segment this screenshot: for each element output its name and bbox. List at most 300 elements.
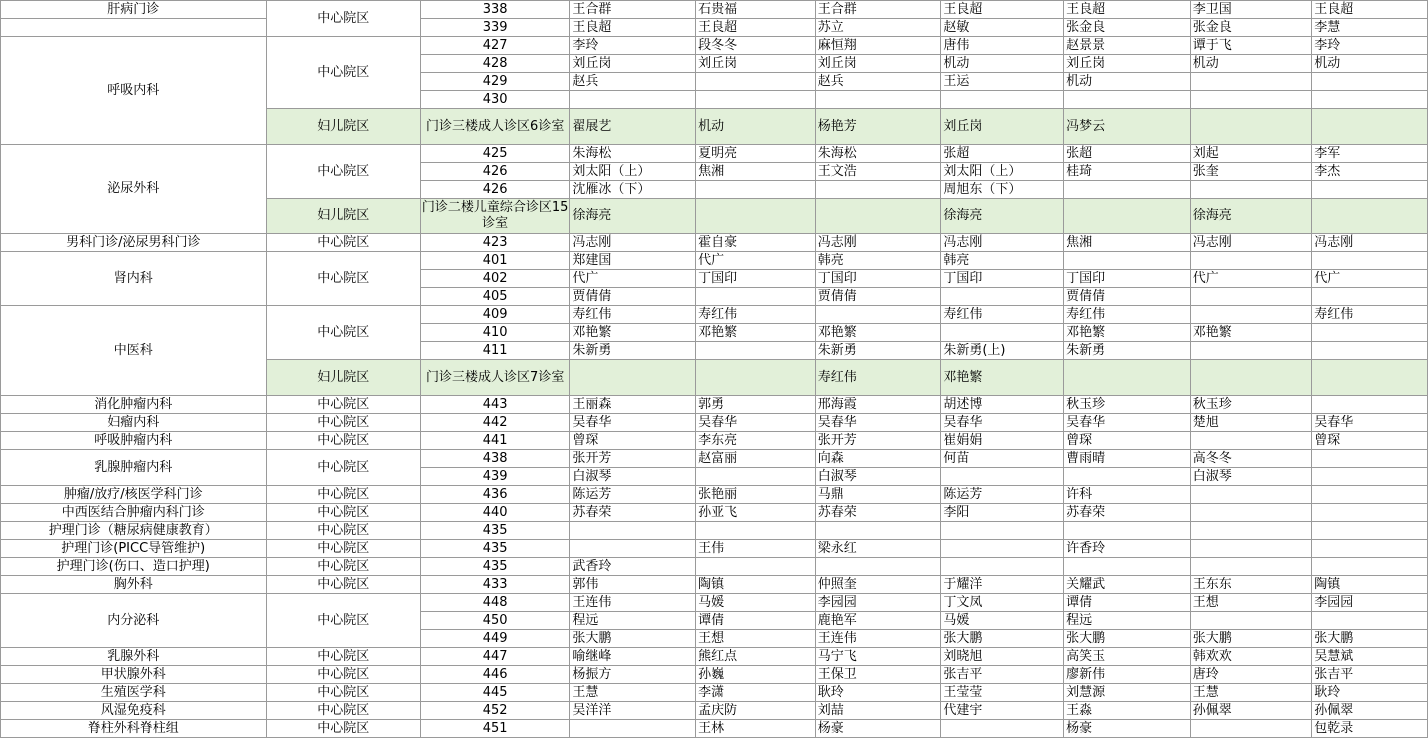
doctor-cell[interactable]: 王良超	[696, 19, 816, 37]
doctor-cell[interactable]: 丁文凤	[941, 594, 1064, 612]
doctor-cell[interactable]: 张金良	[1190, 19, 1312, 37]
doctor-cell[interactable]: 张大鹏	[1190, 630, 1312, 648]
doctor-cell[interactable]: 高笑玉	[1064, 648, 1191, 666]
doctor-cell[interactable]: 陈运芳	[570, 486, 696, 504]
dept-cell[interactable]: 肝病门诊	[1, 1, 267, 19]
room-cell[interactable]: 423	[421, 234, 570, 252]
doctor-cell[interactable]: 王良超	[570, 19, 696, 37]
campus-cell[interactable]: 中心院区	[266, 702, 420, 720]
doctor-cell[interactable]	[1190, 306, 1312, 324]
campus-cell[interactable]: 中心院区	[266, 540, 420, 558]
doctor-cell[interactable]: 谭倩	[696, 612, 816, 630]
doctor-cell[interactable]: 李阳	[941, 504, 1064, 522]
doctor-cell[interactable]: 王连伟	[815, 630, 941, 648]
doctor-cell[interactable]	[1064, 181, 1191, 199]
dept-cell[interactable]: 中西医结合肿瘤内科门诊	[1, 504, 267, 522]
doctor-cell[interactable]	[1312, 522, 1428, 540]
doctor-cell[interactable]	[941, 468, 1064, 486]
doctor-cell[interactable]	[1190, 252, 1312, 270]
doctor-cell[interactable]: 石贵福	[696, 1, 816, 19]
room-cell[interactable]: 430	[421, 91, 570, 109]
doctor-cell[interactable]	[1190, 73, 1312, 91]
doctor-cell[interactable]	[1190, 360, 1312, 396]
doctor-cell[interactable]	[1312, 360, 1428, 396]
doctor-cell[interactable]	[1190, 504, 1312, 522]
doctor-cell[interactable]	[815, 558, 941, 576]
doctor-cell[interactable]: 周旭东（下）	[941, 181, 1064, 199]
doctor-cell[interactable]: 张奎	[1190, 163, 1312, 181]
dept-cell[interactable]: 呼吸内科	[1, 37, 267, 145]
room-cell[interactable]: 426	[421, 181, 570, 199]
room-cell[interactable]: 405	[421, 288, 570, 306]
doctor-cell[interactable]: 郭伟	[570, 576, 696, 594]
room-cell[interactable]: 410	[421, 324, 570, 342]
doctor-cell[interactable]: 王合群	[570, 1, 696, 19]
doctor-cell[interactable]: 王良超	[941, 1, 1064, 19]
doctor-cell[interactable]: 韩亮	[941, 252, 1064, 270]
doctor-cell[interactable]: 桂琦	[1064, 163, 1191, 181]
campus-cell[interactable]: 中心院区	[266, 306, 420, 360]
doctor-cell[interactable]: 朱海松	[815, 145, 941, 163]
doctor-cell[interactable]	[1190, 522, 1312, 540]
doctor-cell[interactable]: 张超	[941, 145, 1064, 163]
doctor-cell[interactable]: 耿玲	[815, 684, 941, 702]
doctor-cell[interactable]: 刘丘岗	[1064, 55, 1191, 73]
doctor-cell[interactable]	[570, 522, 696, 540]
doctor-cell[interactable]: 徐海亮	[1190, 199, 1312, 234]
doctor-cell[interactable]: 刘丘岗	[570, 55, 696, 73]
doctor-cell[interactable]: 谭于飞	[1190, 37, 1312, 55]
doctor-cell[interactable]: 曾琛	[570, 432, 696, 450]
doctor-cell[interactable]	[1190, 342, 1312, 360]
doctor-cell[interactable]	[696, 360, 816, 396]
doctor-cell[interactable]: 王想	[696, 630, 816, 648]
room-cell[interactable]: 441	[421, 432, 570, 450]
doctor-cell[interactable]: 张大鹏	[570, 630, 696, 648]
doctor-cell[interactable]	[1064, 199, 1191, 234]
doctor-cell[interactable]: 霍自豪	[696, 234, 816, 252]
doctor-cell[interactable]	[1312, 324, 1428, 342]
doctor-cell[interactable]: 张吉平	[941, 666, 1064, 684]
doctor-cell[interactable]: 代建宇	[941, 702, 1064, 720]
doctor-cell[interactable]: 赵兵	[815, 73, 941, 91]
doctor-cell[interactable]: 朱新勇	[1064, 342, 1191, 360]
doctor-cell[interactable]: 冯梦云	[1064, 109, 1191, 145]
doctor-cell[interactable]: 陶镇	[696, 576, 816, 594]
room-cell[interactable]: 451	[421, 720, 570, 738]
doctor-cell[interactable]: 武香玲	[570, 558, 696, 576]
doctor-cell[interactable]: 丁国印	[815, 270, 941, 288]
doctor-cell[interactable]: 马鼎	[815, 486, 941, 504]
doctor-cell[interactable]: 马媛	[941, 612, 1064, 630]
doctor-cell[interactable]	[1190, 432, 1312, 450]
campus-cell[interactable]: 中心院区	[266, 145, 420, 199]
doctor-cell[interactable]: 刘喆	[815, 702, 941, 720]
dept-cell[interactable]: 肿瘤/放疗/核医学科门诊	[1, 486, 267, 504]
doctor-cell[interactable]: 何苗	[941, 450, 1064, 468]
room-cell[interactable]: 452	[421, 702, 570, 720]
campus-cell[interactable]: 中心院区	[266, 234, 420, 252]
doctor-cell[interactable]: 苏春荣	[815, 504, 941, 522]
doctor-cell[interactable]: 丁国印	[941, 270, 1064, 288]
doctor-cell[interactable]: 曹雨晴	[1064, 450, 1191, 468]
room-cell[interactable]: 443	[421, 396, 570, 414]
doctor-cell[interactable]: 王良超	[1064, 1, 1191, 19]
doctor-cell[interactable]: 机动	[696, 109, 816, 145]
doctor-cell[interactable]: 段冬冬	[696, 37, 816, 55]
doctor-cell[interactable]: 夏明亮	[696, 145, 816, 163]
doctor-cell[interactable]: 赵兵	[570, 73, 696, 91]
doctor-cell[interactable]: 邓艳繁	[696, 324, 816, 342]
doctor-cell[interactable]	[570, 720, 696, 738]
dept-cell[interactable]: 乳腺外科	[1, 648, 267, 666]
doctor-cell[interactable]	[696, 73, 816, 91]
doctor-cell[interactable]: 刘丘岗	[696, 55, 816, 73]
doctor-cell[interactable]: 张大鹏	[941, 630, 1064, 648]
doctor-cell[interactable]: 焦湘	[696, 163, 816, 181]
dept-cell[interactable]: 生殖医学科	[1, 684, 267, 702]
doctor-cell[interactable]: 贾倩倩	[1064, 288, 1191, 306]
room-cell[interactable]: 402	[421, 270, 570, 288]
doctor-cell[interactable]: 冯志刚	[941, 234, 1064, 252]
doctor-cell[interactable]	[570, 540, 696, 558]
doctor-cell[interactable]: 张艳丽	[696, 486, 816, 504]
doctor-cell[interactable]	[1190, 540, 1312, 558]
doctor-cell[interactable]	[941, 324, 1064, 342]
doctor-cell[interactable]: 李军	[1312, 145, 1428, 163]
doctor-cell[interactable]: 寿红伟	[815, 360, 941, 396]
doctor-cell[interactable]: 胡述博	[941, 396, 1064, 414]
doctor-cell[interactable]	[696, 342, 816, 360]
room-cell[interactable]: 438	[421, 450, 570, 468]
doctor-cell[interactable]: 仲照奎	[815, 576, 941, 594]
doctor-cell[interactable]: 王慧	[570, 684, 696, 702]
doctor-cell[interactable]: 代广	[570, 270, 696, 288]
doctor-cell[interactable]	[1064, 252, 1191, 270]
doctor-cell[interactable]: 许科	[1064, 486, 1191, 504]
campus-cell[interactable]: 中心院区	[266, 37, 420, 109]
doctor-cell[interactable]: 吴慧斌	[1312, 648, 1428, 666]
doctor-cell[interactable]	[1312, 91, 1428, 109]
doctor-cell[interactable]	[570, 91, 696, 109]
doctor-cell[interactable]: 李玲	[1312, 37, 1428, 55]
doctor-cell[interactable]: 赵富丽	[696, 450, 816, 468]
doctor-cell[interactable]	[1312, 252, 1428, 270]
dept-cell[interactable]: 男科门诊/泌尿男科门诊	[1, 234, 267, 252]
doctor-cell[interactable]: 徐海亮	[941, 199, 1064, 234]
dept-cell[interactable]: 内分泌科	[1, 594, 267, 648]
campus-cell[interactable]: 中心院区	[266, 594, 420, 648]
doctor-cell[interactable]: 孟庆防	[696, 702, 816, 720]
doctor-cell[interactable]	[696, 181, 816, 199]
doctor-cell[interactable]	[941, 522, 1064, 540]
doctor-cell[interactable]: 王良超	[1312, 1, 1428, 19]
doctor-cell[interactable]	[941, 91, 1064, 109]
doctor-cell[interactable]: 沈雁冰（下）	[570, 181, 696, 199]
doctor-cell[interactable]	[696, 468, 816, 486]
doctor-cell[interactable]: 翟展艺	[570, 109, 696, 145]
doctor-cell[interactable]: 邓艳繁	[815, 324, 941, 342]
doctor-cell[interactable]: 王丽森	[570, 396, 696, 414]
doctor-cell[interactable]: 吴春华	[1064, 414, 1191, 432]
dept-cell[interactable]: 乳腺肿瘤内科	[1, 450, 267, 486]
doctor-cell[interactable]: 寿红伟	[941, 306, 1064, 324]
doctor-cell[interactable]: 熊红点	[696, 648, 816, 666]
campus-cell[interactable]: 中心院区	[266, 252, 420, 306]
doctor-cell[interactable]: 耿玲	[1312, 684, 1428, 702]
doctor-cell[interactable]: 杨艳芳	[815, 109, 941, 145]
doctor-cell[interactable]: 代广	[1312, 270, 1428, 288]
doctor-cell[interactable]: 机动	[1312, 55, 1428, 73]
doctor-cell[interactable]	[1190, 91, 1312, 109]
doctor-cell[interactable]: 程远	[570, 612, 696, 630]
doctor-cell[interactable]: 廖新伟	[1064, 666, 1191, 684]
doctor-cell[interactable]: 关耀武	[1064, 576, 1191, 594]
doctor-cell[interactable]: 向森	[815, 450, 941, 468]
campus-cell[interactable]: 中心院区	[266, 666, 420, 684]
doctor-cell[interactable]: 程远	[1064, 612, 1191, 630]
room-cell[interactable]: 401	[421, 252, 570, 270]
doctor-cell[interactable]: 李潇	[696, 684, 816, 702]
room-cell[interactable]: 门诊三楼成人诊区7诊室	[421, 360, 570, 396]
doctor-cell[interactable]: 于耀洋	[941, 576, 1064, 594]
doctor-cell[interactable]: 吴春华	[570, 414, 696, 432]
doctor-cell[interactable]	[1312, 540, 1428, 558]
room-cell[interactable]: 338	[421, 1, 570, 19]
campus-cell[interactable]: 中心院区	[266, 504, 420, 522]
doctor-cell[interactable]: 朱新勇	[815, 342, 941, 360]
doctor-cell[interactable]: 吴春华	[1312, 414, 1428, 432]
doctor-cell[interactable]: 贾倩倩	[570, 288, 696, 306]
doctor-cell[interactable]	[815, 181, 941, 199]
doctor-cell[interactable]	[1190, 109, 1312, 145]
doctor-cell[interactable]: 邓艳繁	[570, 324, 696, 342]
room-cell[interactable]: 435	[421, 540, 570, 558]
dept-cell[interactable]	[1, 19, 267, 37]
doctor-cell[interactable]: 李杰	[1312, 163, 1428, 181]
doctor-cell[interactable]: 寿红伟	[570, 306, 696, 324]
doctor-cell[interactable]	[1312, 288, 1428, 306]
doctor-cell[interactable]: 秋玉珍	[1190, 396, 1312, 414]
doctor-cell[interactable]: 吴春华	[941, 414, 1064, 432]
doctor-cell[interactable]	[696, 288, 816, 306]
dept-cell[interactable]: 甲状腺外科	[1, 666, 267, 684]
campus-cell[interactable]: 中心院区	[266, 576, 420, 594]
doctor-cell[interactable]: 梁永红	[815, 540, 941, 558]
doctor-cell[interactable]: 张金良	[1064, 19, 1191, 37]
doctor-cell[interactable]	[815, 91, 941, 109]
doctor-cell[interactable]: 机动	[1064, 73, 1191, 91]
doctor-cell[interactable]: 王连伟	[570, 594, 696, 612]
room-cell[interactable]: 339	[421, 19, 570, 37]
doctor-cell[interactable]: 李园园	[815, 594, 941, 612]
doctor-cell[interactable]: 徐海亮	[570, 199, 696, 234]
doctor-cell[interactable]: 高冬冬	[1190, 450, 1312, 468]
doctor-cell[interactable]: 刘太阳（上）	[941, 163, 1064, 181]
room-cell[interactable]: 门诊三楼成人诊区6诊室	[421, 109, 570, 145]
doctor-cell[interactable]: 冯志刚	[815, 234, 941, 252]
doctor-cell[interactable]	[1190, 181, 1312, 199]
room-cell[interactable]: 425	[421, 145, 570, 163]
doctor-cell[interactable]	[1312, 504, 1428, 522]
doctor-cell[interactable]: 寿红伟	[696, 306, 816, 324]
doctor-cell[interactable]: 麻恒翔	[815, 37, 941, 55]
doctor-cell[interactable]	[941, 720, 1064, 738]
doctor-cell[interactable]	[1190, 288, 1312, 306]
doctor-cell[interactable]: 李玲	[570, 37, 696, 55]
doctor-cell[interactable]: 李东亮	[696, 432, 816, 450]
doctor-cell[interactable]	[1064, 468, 1191, 486]
room-cell[interactable]: 426	[421, 163, 570, 181]
doctor-cell[interactable]: 王慧	[1190, 684, 1312, 702]
doctor-cell[interactable]	[941, 540, 1064, 558]
doctor-cell[interactable]: 朱海松	[570, 145, 696, 163]
doctor-cell[interactable]: 陈运芳	[941, 486, 1064, 504]
room-cell[interactable]: 427	[421, 37, 570, 55]
doctor-cell[interactable]	[1312, 612, 1428, 630]
doctor-cell[interactable]: 苏春荣	[570, 504, 696, 522]
dept-cell[interactable]: 护理门诊（糖尿病健康教育）	[1, 522, 267, 540]
doctor-cell[interactable]: 崔娟娟	[941, 432, 1064, 450]
doctor-cell[interactable]: 冯志刚	[1190, 234, 1312, 252]
doctor-cell[interactable]: 机动	[1190, 55, 1312, 73]
doctor-cell[interactable]: 丁国印	[696, 270, 816, 288]
doctor-cell[interactable]: 刘起	[1190, 145, 1312, 163]
doctor-cell[interactable]	[1064, 522, 1191, 540]
doctor-cell[interactable]	[1190, 612, 1312, 630]
doctor-cell[interactable]: 张开芳	[815, 432, 941, 450]
doctor-cell[interactable]: 朱新勇	[570, 342, 696, 360]
doctor-cell[interactable]: 郑建国	[570, 252, 696, 270]
doctor-cell[interactable]	[1312, 558, 1428, 576]
doctor-cell[interactable]: 王林	[696, 720, 816, 738]
campus-cell[interactable]: 妇儿院区	[266, 109, 420, 145]
doctor-cell[interactable]: 苏春荣	[1064, 504, 1191, 522]
doctor-cell[interactable]: 李园园	[1312, 594, 1428, 612]
campus-cell[interactable]: 中心院区	[266, 486, 420, 504]
room-cell[interactable]: 445	[421, 684, 570, 702]
dept-cell[interactable]: 中医科	[1, 306, 267, 396]
campus-cell[interactable]: 妇儿院区	[266, 360, 420, 396]
doctor-cell[interactable]: 鹿艳军	[815, 612, 941, 630]
doctor-cell[interactable]: 杨豪	[815, 720, 941, 738]
doctor-cell[interactable]: 王淼	[1064, 702, 1191, 720]
doctor-cell[interactable]: 孙佩翠	[1190, 702, 1312, 720]
doctor-cell[interactable]: 邓艳繁	[1064, 324, 1191, 342]
doctor-cell[interactable]: 谭倩	[1064, 594, 1191, 612]
doctor-cell[interactable]	[1312, 199, 1428, 234]
campus-cell[interactable]: 中心院区	[266, 720, 420, 738]
doctor-cell[interactable]: 王莹莹	[941, 684, 1064, 702]
doctor-cell[interactable]: 寿红伟	[1312, 306, 1428, 324]
doctor-cell[interactable]: 王文浩	[815, 163, 941, 181]
doctor-cell[interactable]	[1190, 486, 1312, 504]
room-cell[interactable]: 435	[421, 558, 570, 576]
doctor-cell[interactable]: 刘慧源	[1064, 684, 1191, 702]
doctor-cell[interactable]: 白淑琴	[570, 468, 696, 486]
room-cell[interactable]: 428	[421, 55, 570, 73]
room-cell[interactable]: 447	[421, 648, 570, 666]
doctor-cell[interactable]: 马媛	[696, 594, 816, 612]
doctor-cell[interactable]: 朱新勇(上)	[941, 342, 1064, 360]
campus-cell[interactable]: 中心院区	[266, 558, 420, 576]
doctor-cell[interactable]: 邓艳繁	[1190, 324, 1312, 342]
doctor-cell[interactable]: 包乾录	[1312, 720, 1428, 738]
doctor-cell[interactable]: 曾琛	[1312, 432, 1428, 450]
room-cell[interactable]: 439	[421, 468, 570, 486]
doctor-cell[interactable]: 许香玲	[1064, 540, 1191, 558]
doctor-cell[interactable]	[696, 558, 816, 576]
doctor-cell[interactable]: 张大鹏	[1312, 630, 1428, 648]
doctor-cell[interactable]: 唐伟	[941, 37, 1064, 55]
doctor-cell[interactable]: 秋玉珍	[1064, 396, 1191, 414]
doctor-cell[interactable]	[1312, 73, 1428, 91]
room-cell[interactable]: 450	[421, 612, 570, 630]
campus-cell[interactable]: 妇儿院区	[266, 199, 420, 234]
doctor-cell[interactable]: 李卫国	[1190, 1, 1312, 19]
dept-cell[interactable]: 护理门诊(PICC导管维护)	[1, 540, 267, 558]
room-cell[interactable]: 门诊二楼儿童综合诊区15诊室	[421, 199, 570, 234]
dept-cell[interactable]: 护理门诊(伤口、造口护理)	[1, 558, 267, 576]
doctor-cell[interactable]: 王伟	[696, 540, 816, 558]
doctor-cell[interactable]: 杨豪	[1064, 720, 1191, 738]
doctor-cell[interactable]: 赵景景	[1064, 37, 1191, 55]
doctor-cell[interactable]	[815, 306, 941, 324]
doctor-cell[interactable]: 孙巍	[696, 666, 816, 684]
doctor-cell[interactable]: 马宁飞	[815, 648, 941, 666]
doctor-cell[interactable]	[1312, 486, 1428, 504]
doctor-cell[interactable]: 李慧	[1312, 19, 1428, 37]
doctor-cell[interactable]	[1312, 450, 1428, 468]
campus-cell[interactable]: 中心院区	[266, 396, 420, 414]
doctor-cell[interactable]: 郭勇	[696, 396, 816, 414]
doctor-cell[interactable]	[815, 199, 941, 234]
room-cell[interactable]: 449	[421, 630, 570, 648]
doctor-cell[interactable]: 邓艳繁	[941, 360, 1064, 396]
doctor-cell[interactable]	[1064, 91, 1191, 109]
doctor-cell[interactable]	[1064, 360, 1191, 396]
dept-cell[interactable]: 胸外科	[1, 576, 267, 594]
doctor-cell[interactable]	[1312, 181, 1428, 199]
campus-cell[interactable]: 中心院区	[266, 414, 420, 432]
doctor-cell[interactable]: 寿红伟	[1064, 306, 1191, 324]
doctor-cell[interactable]: 焦湘	[1064, 234, 1191, 252]
doctor-cell[interactable]	[815, 522, 941, 540]
doctor-cell[interactable]	[941, 558, 1064, 576]
doctor-cell[interactable]: 王保卫	[815, 666, 941, 684]
dept-cell[interactable]: 泌尿外科	[1, 145, 267, 234]
dept-cell[interactable]: 妇瘤内科	[1, 414, 267, 432]
doctor-cell[interactable]: 邢海霞	[815, 396, 941, 414]
campus-cell[interactable]: 中心院区	[266, 648, 420, 666]
doctor-cell[interactable]	[1312, 396, 1428, 414]
doctor-cell[interactable]: 吴春华	[696, 414, 816, 432]
doctor-cell[interactable]: 王想	[1190, 594, 1312, 612]
room-cell[interactable]: 411	[421, 342, 570, 360]
doctor-cell[interactable]: 喻继峰	[570, 648, 696, 666]
doctor-cell[interactable]: 张大鹏	[1064, 630, 1191, 648]
doctor-cell[interactable]: 白淑琴	[1190, 468, 1312, 486]
room-cell[interactable]: 448	[421, 594, 570, 612]
doctor-cell[interactable]: 王运	[941, 73, 1064, 91]
doctor-cell[interactable]: 杨振方	[570, 666, 696, 684]
room-cell[interactable]: 442	[421, 414, 570, 432]
doctor-cell[interactable]	[696, 199, 816, 234]
doctor-cell[interactable]: 白淑琴	[815, 468, 941, 486]
dept-cell[interactable]: 消化肿瘤内科	[1, 396, 267, 414]
doctor-cell[interactable]	[1312, 109, 1428, 145]
doctor-cell[interactable]: 张超	[1064, 145, 1191, 163]
